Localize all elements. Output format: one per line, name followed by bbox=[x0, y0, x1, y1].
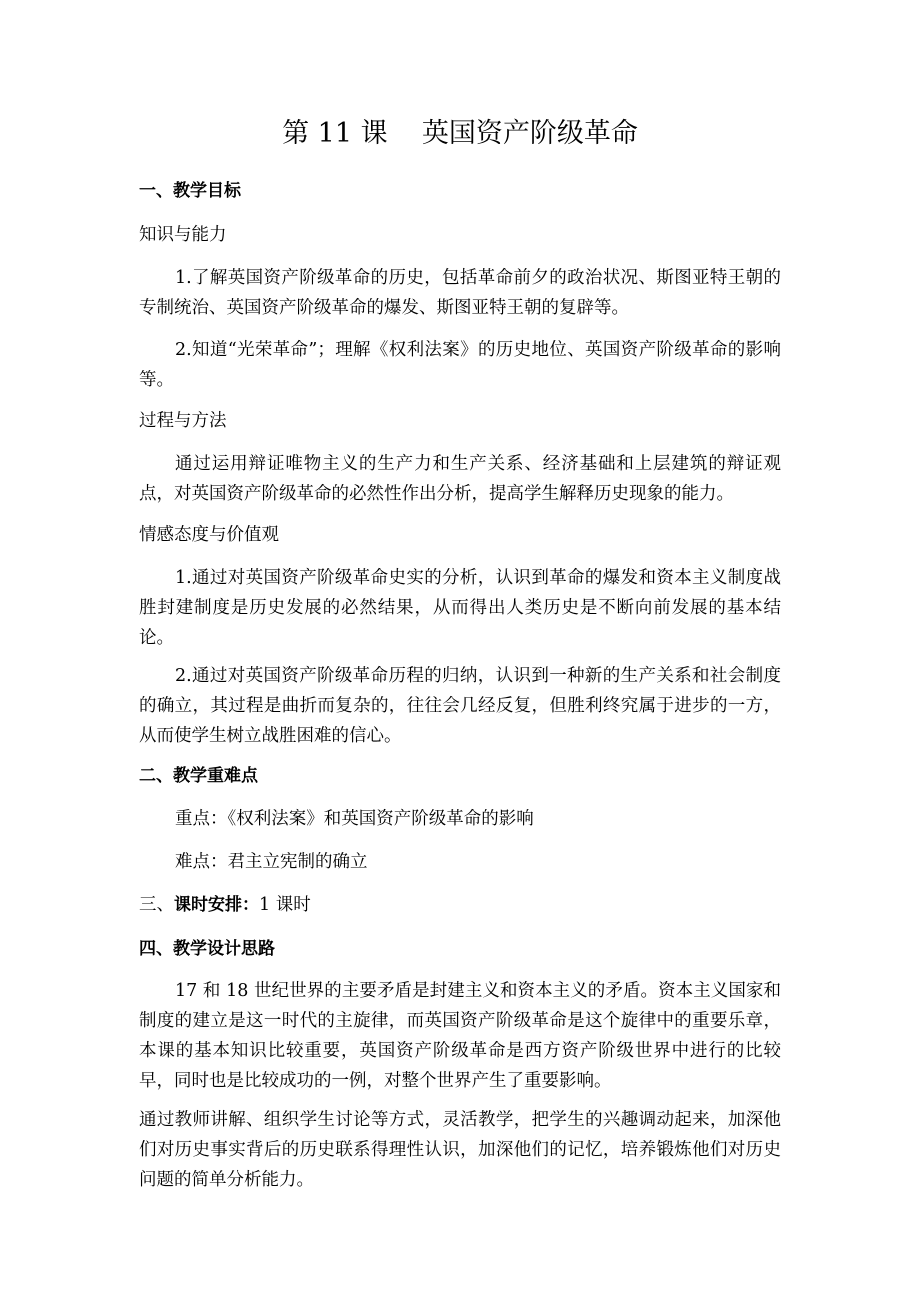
design-heading: 四、教学设计思路 bbox=[139, 939, 275, 959]
key-points-heading: 二、教学重难点 bbox=[139, 766, 258, 786]
attitude-heading: 情感态度与价值观 bbox=[139, 525, 279, 545]
objectives-heading: 一、教学目标 bbox=[139, 181, 241, 201]
lesson-title: 第 11 课 英国资产阶级革命 bbox=[282, 118, 638, 149]
knowledge-heading: 知识与能力 bbox=[139, 225, 227, 245]
process-text: 通过运用辩证唯物主义的生产力和生产关系、经济基础和上层建筑的辩证观点，对英国资产阶级革命的必然性作出分析，提高学生解释历史现象的能力。 bbox=[139, 454, 781, 504]
attitude-item-2: 2.通过对英国资产阶级革命历程的归纳，认识到一种新的生产关系和社会制度的确立，其过程是曲折而复杂的，往往会几经反复，但胜利终究属于进步的一方，从而使学生树立战胜困难的信心。 bbox=[139, 666, 781, 746]
design-paragraph-2: 通过教师讲解、组织学生讨论等方式，灵活教学，把学生的兴趣调动起来，加深他们对历史事实背后的历史联系得理性认识，加深他们的记忆，培养锻炼他们对历史问题的简单分析能力。 bbox=[139, 1110, 781, 1190]
knowledge-item-1: 1.了解英国资产阶级革命的历史，包括革命前夕的政治状况、斯图亚特王朝的专制统治、英国资产阶级革命的爆发、斯图亚特王朝的复辟等。 bbox=[139, 268, 781, 318]
knowledge-item-2: 2.知道“光荣革命”；理解《权利法案》的历史地位、英国资产阶级革命的影响等。 bbox=[139, 340, 781, 390]
process-heading: 过程与方法 bbox=[139, 411, 227, 431]
design-paragraph-1: 17 和 18 世纪世界的主要矛盾是封建主义和资本主义的矛盾。资本主义国家和制度的建立是这一时代的主旋律，而英国资产阶级革命是这个旋律中的重要乐章，本课的基本知识比较重要，英国资产阶级革命是西方资产阶级世界中进行的比较早，同时也是比较成功的一例，对整个世界产生了重要影响。 bbox=[139, 981, 781, 1091]
schedule-line bbox=[139, 890, 781, 920]
key-point: 重点：《权利法案》和英国资产阶级革命的影响 bbox=[175, 809, 534, 829]
schedule-label: 课时安排： bbox=[174, 895, 259, 915]
attitude-item-1: 1.通过对英国资产阶级革命史实的分析，认识到革命的爆发和资本主义制度战胜封建制度是历史发展的必然结果，从而得出人类历史是不断向前发展的基本结论。 bbox=[139, 568, 781, 648]
schedule-prefix: 三、 bbox=[139, 895, 174, 915]
difficult-point: 难点：君主立宪制的确立 bbox=[175, 852, 368, 872]
schedule-value: 1 课时 bbox=[259, 895, 311, 915]
